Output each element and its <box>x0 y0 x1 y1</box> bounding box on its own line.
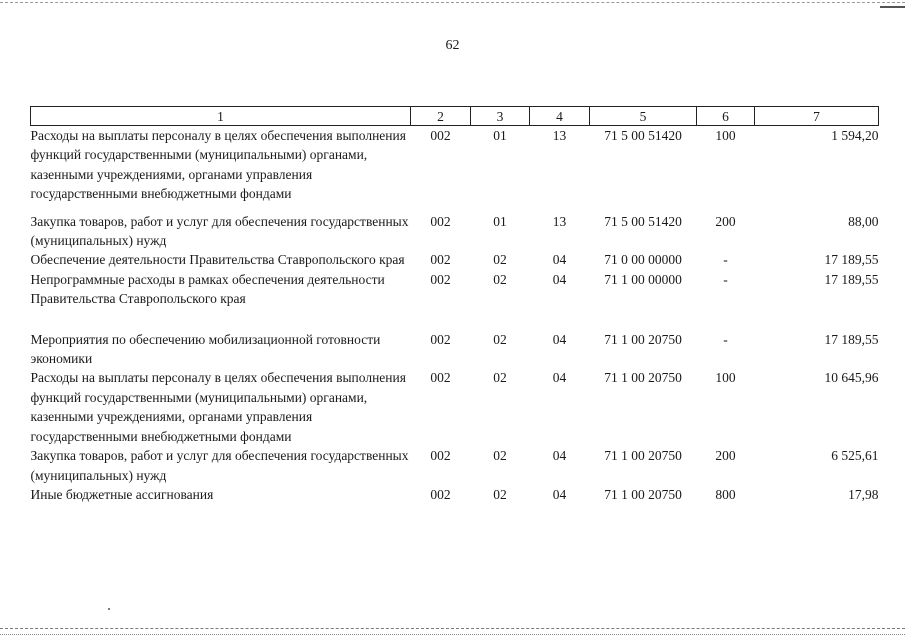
header-col-5: 5 <box>590 107 697 126</box>
row-name: Расходы на выплаты персоналу в целях обеспечения выполнения функций государственными (муниципальными) органами, казенными учреждениями, органами управления государственными внебюджетными фондами <box>30 128 406 202</box>
row-csr: 71 1 00 20750 <box>604 331 682 347</box>
header-row <box>31 107 879 126</box>
scan-speck <box>108 608 110 610</box>
row-name: Закупка товаров, работ и услуг для обеспечения государственных (муниципальных) нужд <box>30 448 409 483</box>
row-sum: 17 189,55 <box>824 271 879 287</box>
row-rz: 02 <box>493 271 507 287</box>
header-col-6: 6 <box>697 107 755 126</box>
row-sum: 10 645,96 <box>824 370 879 386</box>
row-rz: 02 <box>493 448 507 464</box>
row-vr: - <box>723 252 728 268</box>
row-vr: 100 <box>715 128 736 143</box>
row-pr: 04 <box>552 331 567 347</box>
row-name: Обеспечение деятельности Правительства Ставропольского края <box>30 252 405 268</box>
row-pr: 04 <box>552 271 567 287</box>
row-sum: 6 525,61 <box>831 448 879 464</box>
row-vr: 800 <box>715 486 736 502</box>
row-sum: 88,00 <box>848 213 879 229</box>
scan-edge-mark <box>880 6 905 8</box>
row-pr: 04 <box>552 370 567 386</box>
table-row <box>31 446 879 485</box>
row-ved: 002 <box>430 448 451 464</box>
table-row <box>31 330 879 369</box>
row-sum: 17 189,55 <box>824 252 879 268</box>
table-row <box>31 212 879 251</box>
row-pr: 04 <box>552 448 567 464</box>
row-name: Расходы на выплаты персоналу в целях обеспечения выполнения функций государственными (муниципальными) органами, казенными учреждениями, органами управления государственными внебюджетными фондами <box>30 370 406 444</box>
row-ved: 002 <box>430 213 451 229</box>
row-csr: 71 0 00 00000 <box>604 252 682 268</box>
row-ved: 002 <box>430 486 451 502</box>
row-ved: 002 <box>430 271 451 287</box>
header-col-4: 4 <box>530 107 590 126</box>
row-pr: 04 <box>552 486 567 502</box>
scan-edge-bottom-faint <box>0 634 905 635</box>
row-rz: 02 <box>493 486 507 502</box>
row-csr: 71 1 00 20750 <box>604 486 682 502</box>
table-row <box>31 250 879 269</box>
row-rz: 01 <box>493 128 507 143</box>
row-csr: 71 1 00 00000 <box>604 271 682 287</box>
table-row <box>31 270 879 330</box>
row-rz: 02 <box>493 331 507 347</box>
row-pr: 13 <box>552 213 567 229</box>
row-vr: 200 <box>715 213 736 229</box>
row-sum: 1 594,20 <box>831 128 879 143</box>
row-rz: 02 <box>493 252 507 268</box>
header-col-2: 2 <box>411 107 471 126</box>
budget-table <box>30 106 879 504</box>
row-name: Мероприятия по обеспечению мобилизационной готовности экономики <box>30 331 381 367</box>
header-col-1: 1 <box>31 107 411 126</box>
row-csr: 71 1 00 20750 <box>604 448 682 464</box>
row-vr: - <box>723 271 728 287</box>
scan-edge-top <box>0 2 905 3</box>
row-ved: 002 <box>430 252 451 268</box>
row-rz: 02 <box>493 370 507 386</box>
table-row <box>31 485 879 504</box>
row-name: Закупка товаров, работ и услуг для обеспечения государственных (муниципальных) нужд <box>30 213 409 249</box>
row-pr: 04 <box>552 252 567 268</box>
row-csr: 71 5 00 51420 <box>604 128 682 143</box>
row-csr: 71 5 00 51420 <box>604 213 682 229</box>
table-row <box>31 368 879 446</box>
scan-edge-bottom <box>0 628 905 629</box>
row-csr: 71 1 00 20750 <box>604 370 682 386</box>
row-ved: 002 <box>430 331 451 347</box>
page-number: 62 <box>445 38 460 53</box>
header-col-3: 3 <box>471 107 530 126</box>
row-vr: - <box>723 331 728 347</box>
table-row <box>31 126 879 212</box>
row-rz: 01 <box>493 213 507 229</box>
row-ved: 002 <box>430 370 451 386</box>
row-vr: 200 <box>715 448 736 464</box>
header-col-7: 7 <box>755 107 879 126</box>
row-name: Иные бюджетные ассигнования <box>30 486 214 502</box>
row-pr: 13 <box>552 128 567 143</box>
row-sum: 17,98 <box>848 486 879 502</box>
row-sum: 17 189,55 <box>824 331 879 347</box>
row-vr: 100 <box>715 370 736 386</box>
row-ved: 002 <box>430 128 451 143</box>
row-name: Непрограммные расходы в рамках обеспечения деятельности Правительства Ставропольского края <box>30 271 385 307</box>
